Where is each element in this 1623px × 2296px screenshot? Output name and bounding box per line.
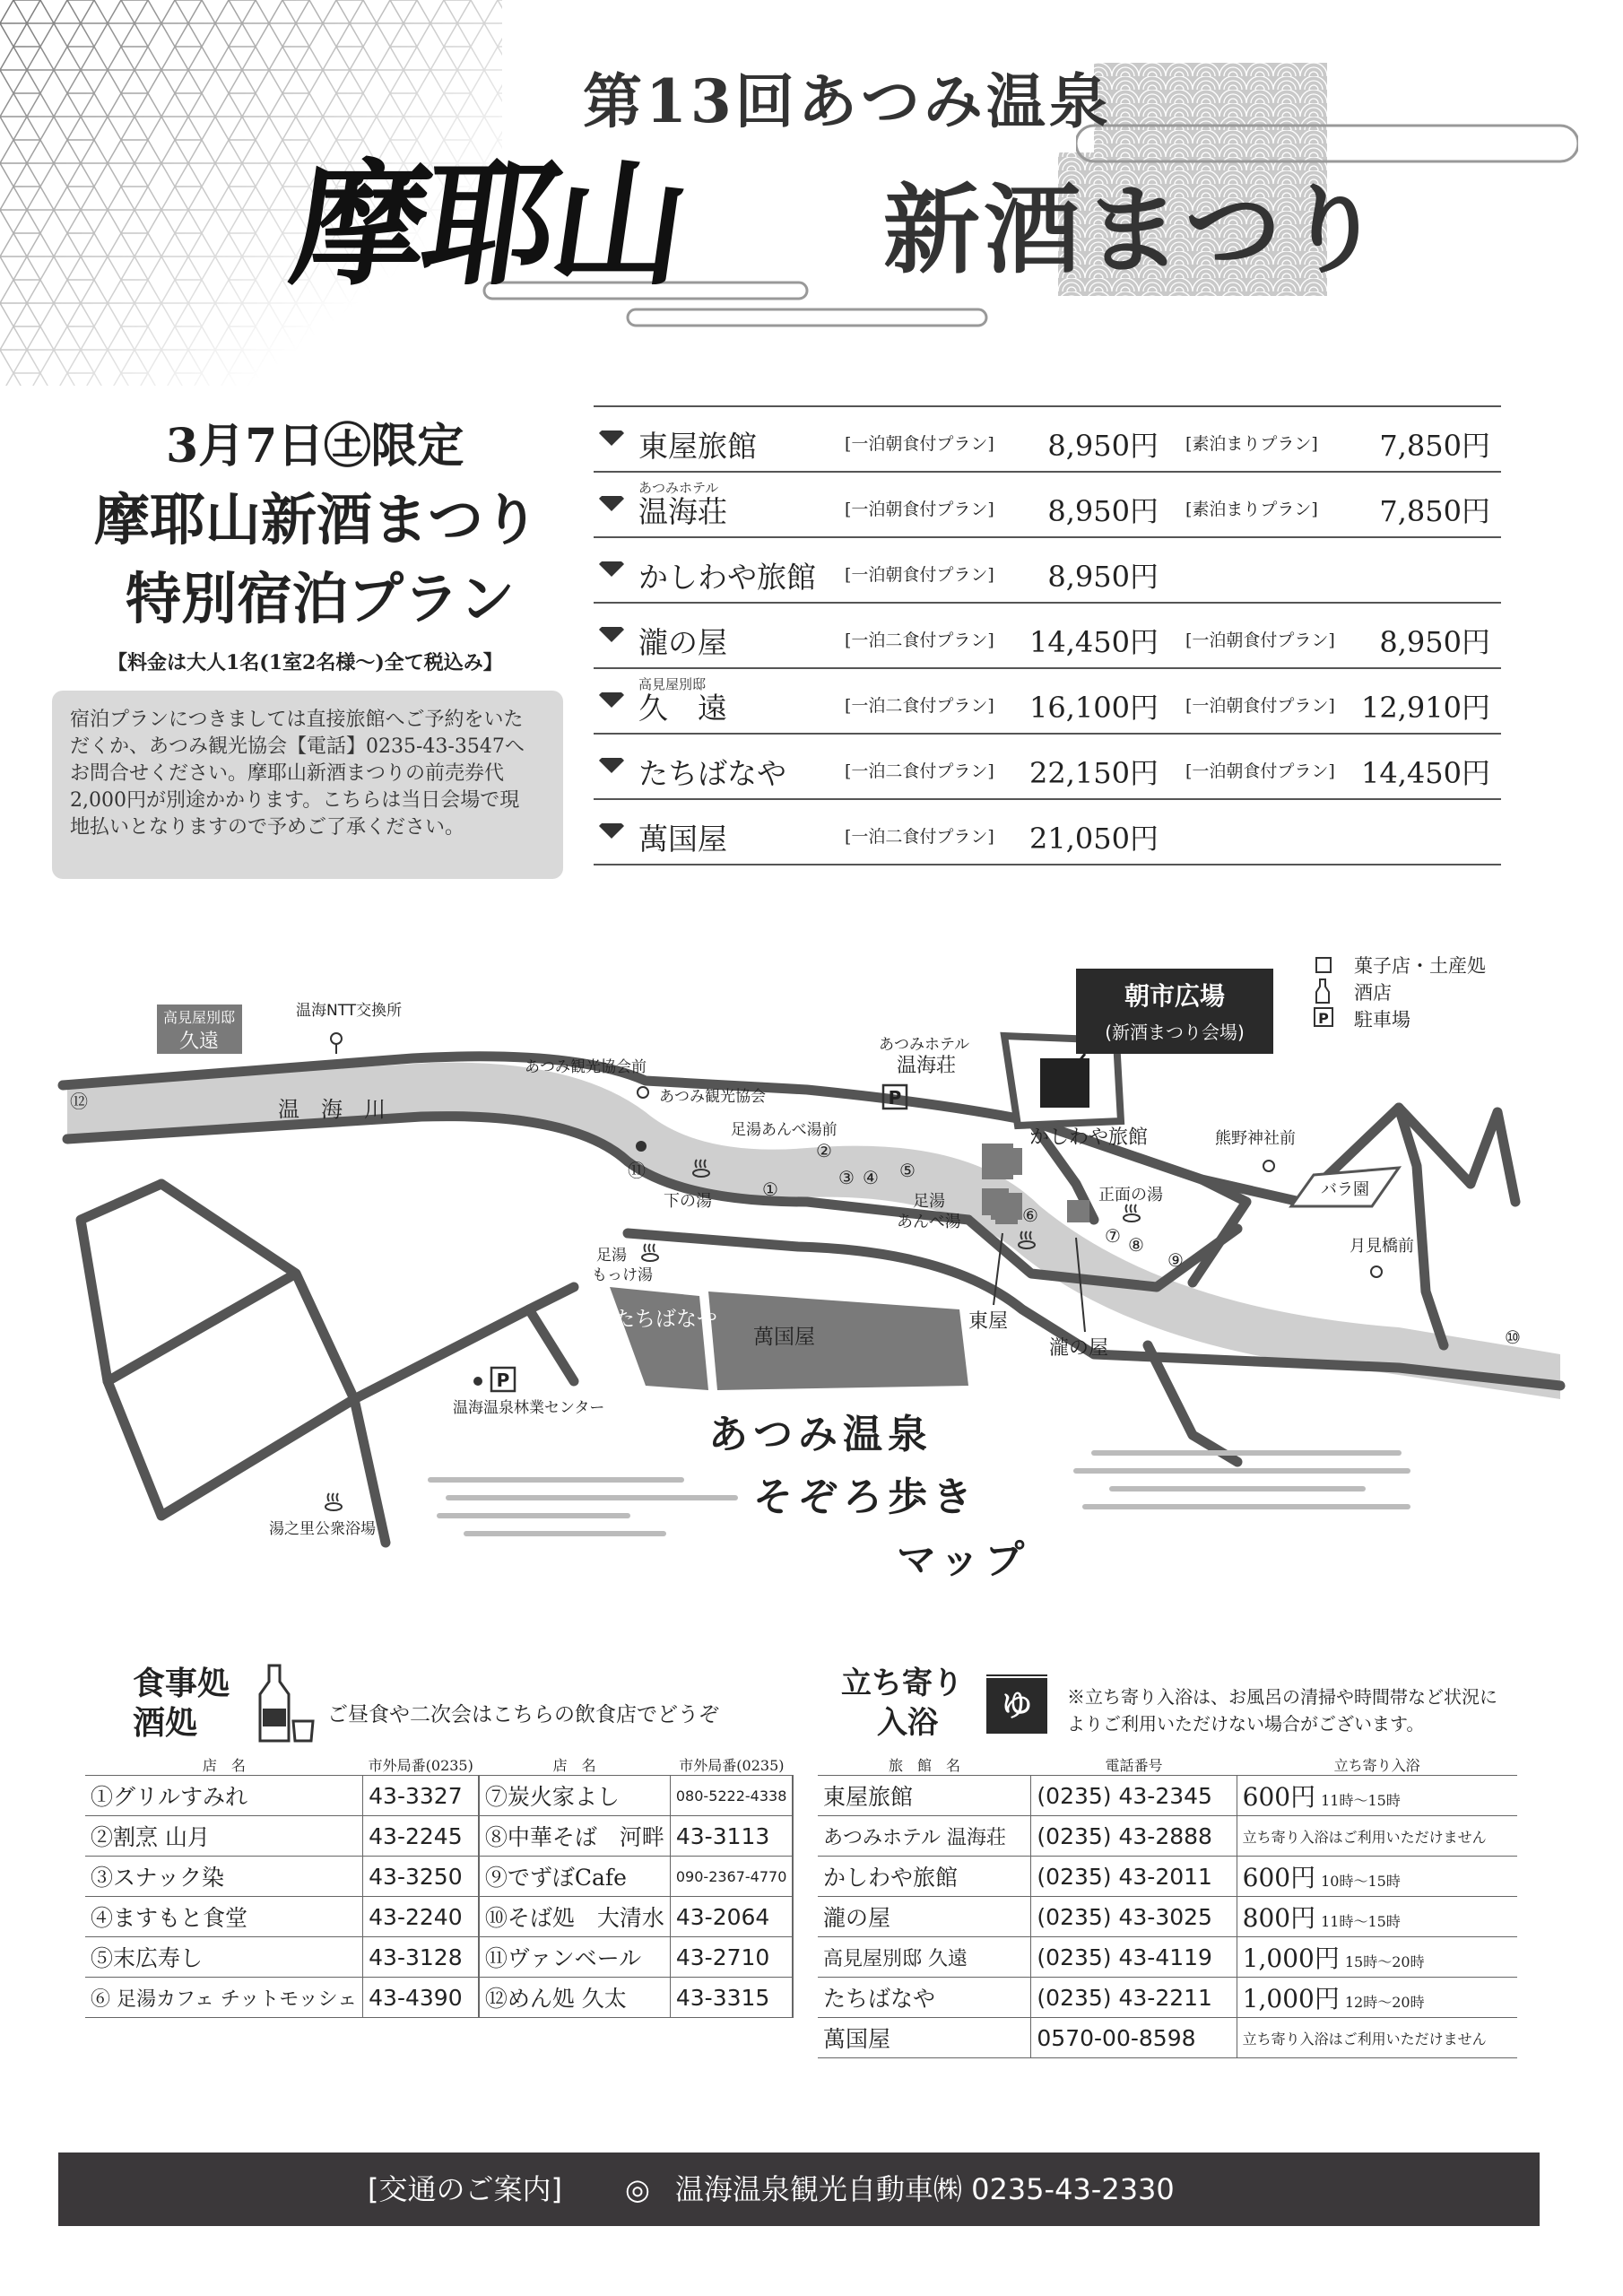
plan1-price: 16,100円 (1029, 691, 1159, 725)
store-name: ③スナック染 (85, 1857, 363, 1897)
store-tel: 43-2710 (670, 1937, 793, 1978)
col-tel: 市外局番(0235) (670, 1754, 793, 1776)
food-title-1: 食事処 (133, 1665, 230, 1702)
store-tel: 090-2367-4770 (670, 1857, 793, 1897)
onsen-icon (1124, 1205, 1140, 1222)
marker-4: ④ (863, 1167, 879, 1188)
transport-label: [交通のご案内] (368, 2172, 562, 2206)
parking-letter-rinkyo: P (496, 1370, 510, 1391)
fee-hours: 12時～20時 (1344, 1994, 1425, 2011)
marker-5: ⑤ (899, 1160, 916, 1181)
store-tel: 43-2240 (363, 1897, 479, 1937)
store-tel: 43-4390 (363, 1978, 479, 2018)
sake-bottle-icon (1316, 979, 1329, 1003)
inn-name: かしわや旅館 (818, 1857, 1031, 1897)
event-title-mayasan: 摩耶山 (282, 146, 693, 304)
plan1-label: [一泊朝食付プラン] (845, 565, 994, 585)
col-phone: 電話番号 (1031, 1754, 1237, 1776)
hotel-ruby: あつみホテル (638, 480, 719, 496)
plan-info-line: 宿泊プランにつきましては直接旅館へご予約をいた (70, 709, 524, 731)
hotel-ruby: 高見屋別邸 (638, 676, 707, 692)
inn-phone: 0570-00-8598 (1031, 2018, 1237, 2058)
mokke-yu-label-2: もっけ湯 (592, 1266, 653, 1284)
plan1-label: [一泊二食付プラン] (845, 761, 994, 781)
restaurant-row (85, 1857, 793, 1897)
bara-en-label: バラ園 (1321, 1180, 1369, 1199)
plan1-label: [一泊二食付プラン] (845, 696, 994, 716)
hotel-row (594, 536, 1501, 602)
hotel-name: 久 遠 (638, 691, 727, 726)
inn-phone: (0235) 43-2011 (1031, 1857, 1237, 1897)
marker-6: ⑥ (1022, 1205, 1038, 1226)
store-tel: 43-3250 (363, 1857, 479, 1897)
gift-shop-icon (1316, 958, 1331, 972)
plan2-price: 8,950円 (1379, 625, 1490, 659)
ashiyu-anbe-label-1: 足湯 (913, 1192, 945, 1211)
map-title-1: あつみ温泉 (708, 1412, 933, 1457)
rinkyo-center-label: 温海温泉林業センター (453, 1399, 605, 1417)
inn-phone: (0235) 43-4119 (1031, 1937, 1237, 1978)
inn-phone: (0235) 43-2888 (1031, 1816, 1237, 1857)
fee-hours: 11時～15時 (1321, 1792, 1401, 1809)
bath-note (1067, 1683, 1497, 1737)
ntt-label: 温海NTT交換所 (296, 1002, 403, 1020)
river-label: 温 海 川 (278, 1097, 386, 1122)
tachibanaya-label: たちばなや (614, 1308, 717, 1331)
plan1-label: [一泊朝食付プラン] (845, 500, 994, 519)
fan-icon (598, 496, 625, 512)
inn-phone: (0235) 43-2345 (1031, 1776, 1237, 1816)
store-tel: 43-3113 (670, 1816, 793, 1857)
store-tel: 43-3128 (363, 1937, 479, 1978)
restaurant-row (85, 1978, 793, 2018)
price-note: 【料金は大人1名(1室2名様～)全て税込み】 (108, 651, 503, 674)
bath-header-row (818, 1754, 1517, 1776)
fee-hours: 15時～20時 (1344, 1953, 1425, 1970)
store-name: ⑧中華そば 河畔 (479, 1816, 671, 1857)
event-subtitle: 第13回あつみ温泉 (583, 66, 1112, 136)
yu-glyph: ゆ (1002, 1688, 1032, 1724)
food-section-title (133, 1664, 230, 1743)
onsen-icon (642, 1244, 658, 1261)
restaurant-row (85, 1897, 793, 1937)
hotel-name: 温海荘 (638, 494, 727, 529)
plan2-price: 7,850円 (1379, 494, 1490, 528)
fee-amount: 800円 (1242, 1903, 1316, 1933)
store-name: ①グリルすみれ (85, 1776, 363, 1816)
store-name: ⑩そば処 大清水 (479, 1897, 671, 1937)
plan1-price: 8,950円 (1047, 494, 1159, 528)
plan2-label: [一泊朝食付プラン] (1185, 696, 1335, 716)
bath-row (818, 1978, 1517, 2018)
bath-fee (1237, 2018, 1517, 2058)
asaichi-label: 朝市広場 (1124, 981, 1226, 1011)
bath-title-1: 立ち寄り (841, 1665, 963, 1701)
shomen-no-yu-label: 正面の湯 (1098, 1186, 1163, 1205)
marker-10: ⑩ (1505, 1326, 1521, 1348)
store-name: ⑥ 足湯カフェ チットモッシェ (85, 1978, 363, 2018)
fan-icon (598, 823, 625, 839)
plan2-label: [一泊朝食付プラン] (1185, 761, 1335, 781)
plan2-label: [素泊まりプラン] (1185, 500, 1318, 519)
legend-sake: 酒店 (1354, 982, 1392, 1004)
inn-name: 東屋旅館 (818, 1776, 1031, 1816)
bath-row (818, 1857, 1517, 1897)
ashiyu-anbe-front-label: 足湯あんべ湯前 (731, 1121, 838, 1139)
kuon-ruby: 高見屋別邸 (162, 1009, 236, 1026)
fan-icon (598, 561, 625, 578)
store-tel: 080-5222-4338 (670, 1776, 793, 1816)
col-inn-name: 旅 館 名 (818, 1754, 1031, 1776)
store-name: ⑦炭火家よし (479, 1776, 671, 1816)
bath-note-2: よりご利用いただけない場合がございます。 (1067, 1713, 1425, 1735)
map-title-3: マップ (897, 1537, 1030, 1583)
mokke-yu-label-1: 足湯 (596, 1247, 627, 1265)
hotel-row (594, 471, 1501, 536)
bath-row (818, 1937, 1517, 1978)
bath-row (818, 2018, 1517, 2058)
plan1-label: [一泊二食付プラン] (845, 631, 994, 650)
day-bath-table (818, 1754, 1517, 2058)
plan1-label: [一泊朝食付プラン] (845, 434, 994, 454)
store-tel: 43-2064 (670, 1897, 793, 1937)
hotel-name: かしわや旅館 (638, 560, 816, 595)
noren-yu-icon (986, 1673, 1047, 1734)
fee-amount: 600円 (1242, 1782, 1316, 1812)
store-tel: 43-2245 (363, 1816, 479, 1857)
legend-parking: 駐車場 (1354, 1009, 1410, 1031)
store-tel: 43-3315 (670, 1978, 793, 2018)
bath-fee (1237, 1776, 1517, 1816)
plan-date: 3月7日㊏限定 (166, 419, 464, 474)
restaurant-row (85, 1776, 793, 1816)
yunosato-label: 湯之里公衆浴場 (269, 1520, 376, 1538)
fan-icon (598, 430, 625, 447)
sake-bottle-icon (256, 1664, 318, 1744)
store-name: ⑪ヴァンベール (479, 1937, 671, 1978)
food-title-2: 酒処 (133, 1704, 198, 1742)
col-store-name: 店 名 (85, 1754, 363, 1776)
map-title (708, 1404, 1029, 1592)
bath-row (818, 1816, 1517, 1857)
bath-section-title (841, 1664, 963, 1743)
fee-hours: 10時～15時 (1321, 1873, 1401, 1890)
map-title-2: そぞろ歩き (753, 1474, 977, 1520)
hotel-row (594, 798, 1501, 865)
marker-11: ⑪ (628, 1160, 646, 1181)
plan-name: 摩耶山新酒まつり (94, 487, 540, 552)
azumaya-label: 東屋 (968, 1310, 1009, 1333)
hotel-row (594, 667, 1501, 733)
store-name: ②割烹 山月 (85, 1816, 363, 1857)
marker-12: ⑫ (70, 1091, 88, 1112)
bath-fee (1237, 1897, 1517, 1937)
plan2-label: [素泊まりプラン] (1185, 434, 1318, 454)
inn-name: 高見屋別邸 久遠 (818, 1937, 1031, 1978)
fee-amount: 1,000円 (1242, 1984, 1340, 2013)
plan-info-line: だくか、あつみ観光協会【電話】0235-43-3547へ (70, 735, 525, 758)
hotel-name: たちばなや (638, 756, 786, 791)
plan-info-box (52, 691, 563, 879)
restaurant-row (85, 1937, 793, 1978)
marker-7: ⑦ (1105, 1225, 1121, 1247)
hotel-row (594, 733, 1501, 798)
bath-note-1: ※立ち寄り入浴は、お風呂の清掃や時間帯など状況に (1067, 1686, 1497, 1708)
kuon-label: 久遠 (178, 1031, 220, 1053)
inn-name: あつみホテル 温海荘 (818, 1816, 1031, 1857)
plan1-price: 14,450円 (1029, 625, 1159, 659)
plan2-label: [一泊朝食付プラン] (1185, 631, 1335, 650)
fan-icon (598, 758, 625, 774)
plan1-price: 21,050円 (1029, 822, 1159, 856)
plan2-price: 14,450円 (1361, 756, 1490, 790)
bath-fee (1237, 1978, 1517, 2018)
plan1-price: 8,950円 (1047, 429, 1159, 463)
plan-info-line: 地払いとなりますので予めご了承ください。 (70, 816, 465, 839)
parking-letter-onkaiso: P (888, 1087, 902, 1109)
parking-icon-letter: P (1318, 1010, 1329, 1027)
fan-icon (598, 692, 625, 709)
event-title-shinshu-matsuri: 新酒まつり (883, 174, 1386, 287)
onkaiso-ruby: あつみホテル (879, 1036, 970, 1054)
col-store-name: 店 名 (479, 1754, 671, 1776)
marker-9: ⑨ (1167, 1249, 1184, 1271)
bath-row (818, 1897, 1517, 1937)
col-fee: 立ち寄り入浴 (1237, 1754, 1517, 1776)
restaurant-table (85, 1754, 794, 2018)
legend-sweets: 菓子店・土産処 (1354, 955, 1486, 977)
map-legend (1315, 955, 1486, 1031)
restaurant-header-row (85, 1754, 793, 1776)
fee-hours: 立ち寄り入浴はご利用いただけません (1242, 2030, 1487, 2048)
bath-fee (1237, 1816, 1517, 1857)
col-tel: 市外局番(0235) (363, 1754, 479, 1776)
restaurant-row (85, 1816, 793, 1857)
marker-2: ② (816, 1140, 832, 1161)
marker-3: ③ (838, 1167, 855, 1188)
fee-hours: 11時～15時 (1321, 1913, 1401, 1930)
bath-title-2: 入浴 (877, 1705, 938, 1741)
inn-name: 瀧の屋 (818, 1897, 1031, 1937)
hotel-row (594, 602, 1501, 667)
asaichi-venue-block (1040, 1058, 1089, 1108)
food-note: ご昼食や二次会はこちらの飲食店でどうぞ (327, 1703, 719, 1726)
double-circle-icon: ◎ (624, 2172, 650, 2206)
onkaiso-label: 温海荘 (897, 1055, 957, 1077)
inn-name: 萬国屋 (818, 2018, 1031, 2058)
onsen-icon (325, 1493, 342, 1510)
transport-footer (58, 2152, 1540, 2226)
store-name: ⑨でずぼCafe (479, 1857, 671, 1897)
hotel-name: 萬国屋 (638, 822, 727, 857)
shimo-no-yu-label: 下の湯 (664, 1192, 712, 1211)
store-name: ⑫めん処 久太 (479, 1978, 671, 2018)
plan1-label: [一泊二食付プラン] (845, 827, 994, 847)
hotel-row (594, 405, 1501, 471)
bath-fee (1237, 1857, 1517, 1897)
venue-label: (新酒まつり会場) (1105, 1022, 1245, 1043)
plan-kind: 特別宿泊プラン (126, 566, 516, 631)
bankokuya-label: 萬国屋 (753, 1326, 815, 1349)
plan1-price: 22,150円 (1029, 756, 1159, 790)
inn-name: たちばなや (818, 1978, 1031, 2018)
store-name: ⑤末広寿し (85, 1937, 363, 1978)
plan-info-line: 2,000円が別途かかります。こちらは当日会場で現 (70, 789, 520, 812)
kashiwaya-label: かしわや旅館 (1029, 1126, 1149, 1149)
transport-company: 温海温泉観光自動車㈱ 0235-43-2330 (674, 2172, 1175, 2206)
inn-phone: (0235) 43-2211 (1031, 1978, 1237, 2018)
tsukimi-bashi-label: 月見橋前 (1350, 1237, 1414, 1256)
marker-1: ① (762, 1178, 778, 1200)
store-name: ④ますもと食堂 (85, 1897, 363, 1937)
hotel-name: 瀧の屋 (638, 625, 727, 660)
fan-icon (598, 627, 625, 643)
takinoya-label: 瀧の屋 (1049, 1337, 1109, 1360)
hotel-name: 東屋旅館 (638, 429, 757, 464)
bath-fee (1237, 1937, 1517, 1978)
store-tel: 43-3327 (363, 1776, 479, 1816)
bath-row (818, 1776, 1517, 1816)
kanko-front-label: あつみ観光協会前 (525, 1058, 647, 1076)
kanko-label: あつみ観光協会 (659, 1088, 766, 1106)
fee-amount: 1,000円 (1242, 1944, 1340, 1973)
plan2-price: 12,910円 (1361, 691, 1490, 725)
ashiyu-anbe-label-2: あんべ湯 (897, 1213, 961, 1231)
fee-hours: 立ち寄り入浴はご利用いただけません (1242, 1828, 1487, 1846)
hotel-price-table (594, 405, 1501, 865)
kumano-label: 熊野神社前 (1215, 1129, 1296, 1148)
plan-info-line: お問合せください。摩耶山新酒まつりの前売券代 (70, 762, 505, 785)
inn-phone: (0235) 43-3025 (1031, 1897, 1237, 1937)
marker-8: ⑧ (1128, 1234, 1144, 1256)
plan2-price: 7,850円 (1379, 429, 1490, 463)
fee-amount: 600円 (1242, 1863, 1316, 1892)
plan1-price: 8,950円 (1047, 560, 1159, 594)
